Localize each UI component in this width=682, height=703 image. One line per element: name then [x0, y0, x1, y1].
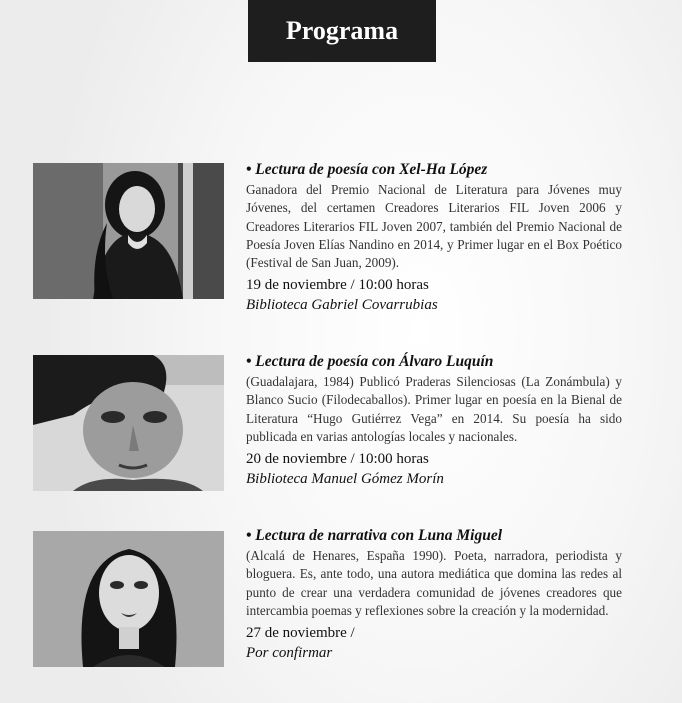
event-venue: Por confirmar [246, 645, 333, 662]
photo-alvaro-luquin [33, 355, 224, 491]
event-title: • Lectura de poesía con Xel-Ha López [246, 161, 488, 178]
program-header [248, 0, 436, 62]
event-venue: Biblioteca Gabriel Covarrubias [246, 297, 438, 314]
program-title: Programa [285, 16, 399, 45]
photo-luna-miguel [33, 531, 224, 667]
event-title: • Lectura de poesía con Álvaro Luquín [246, 353, 494, 370]
photo-xel-ha-lopez [33, 163, 224, 299]
event-date: 20 de noviembre / 10:00 horas [246, 451, 429, 468]
event-description: Ganadora del Premio Nacional de Literatura para Jóvenes muy Jóvenes, del certamen Creadores Literarios FIL Joven 2006 y Creadores Literarios FIL Joven 2007, también del Premio Nacional de Poesía Joven Elías Nandino en 2014, y Primer lugar en el Box Poético (Festival de San Juan, 2009). [246, 182, 622, 271]
event-description: (Alcalá de Henares, España 1990). Poeta, narradora, periodista y bloguera. Es, ante todo, una autora mediática que domina las redes al punto de crear una verdadera comunidad de jóvenes creadores que intercambia poemas y reflexiones sobre la creación y la modernidad. [246, 548, 622, 618]
event-date: 27 de noviembre / [246, 625, 355, 642]
event-description: (Guadalajara, 1984) Publicó Praderas Silenciosas (La Zonámbula) y Blanco Sucio (Filodecaballos). Primer lugar en poesía en la Bienal de Literatura “Hugo Gutiérrez Vega” en 2014. Su poesía ha sido publicada en varias antologías locales y nacionales. [246, 374, 622, 444]
event-date: 19 de noviembre / 10:00 horas [246, 277, 429, 294]
event-title: • Lectura de narrativa con Luna Miguel [246, 527, 503, 544]
event-venue: Biblioteca Manuel Gómez Morín [246, 471, 444, 488]
